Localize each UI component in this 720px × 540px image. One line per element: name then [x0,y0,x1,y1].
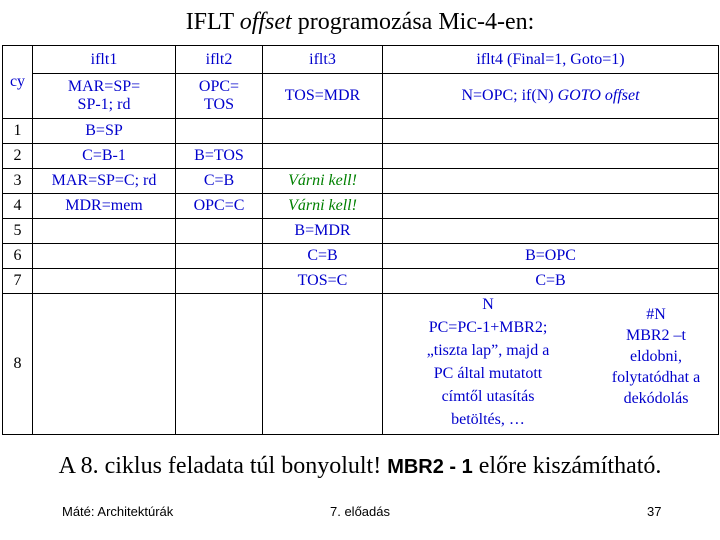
cell-r8-iflt3 [263,294,383,435]
table-row [3,219,719,244]
table-row [3,244,719,269]
title-suffix: -en: [496,9,535,35]
table-row [3,269,719,294]
cell-iflt3: C=B [263,244,383,269]
cell-iflt4 [383,119,719,144]
cell-iflt1 [33,219,176,244]
cell-iflt4 [383,219,719,244]
table-header-row [3,46,719,74]
header-iflt1: iflt1 [33,46,176,74]
table-row [3,144,719,169]
cell-iflt4: B=OPC [383,244,719,269]
cell-iflt4 [383,144,719,169]
footer-lecture: 7. előadás [330,504,390,519]
row-number: 7 [3,269,33,294]
row8-n-branch: N PC=PC-1+MBR2; „tiszta lap”, majd a PC által mutatott címtől utasítás betöltés, … [426,296,550,428]
header-iflt3: iflt3 [263,46,383,74]
cell-r0-iflt3: TOS=MDR [263,74,383,119]
microcode-table [2,45,719,435]
cell-iflt2 [176,119,263,144]
table-row [3,119,719,144]
cell-r8-iflt4 [383,294,719,435]
cell-iflt3: B=MDR [263,219,383,244]
title-middle: programozása [291,9,439,35]
cell-iflt1 [33,269,176,294]
title-italic: offset [239,9,292,35]
table-row-0 [3,74,719,119]
slide-title [0,8,720,36]
footer-page-number: 37 [647,504,662,519]
cell-iflt2: OPC=C [176,194,263,219]
cell-r0-iflt1: MAR=SP= SP-1; rd [33,74,176,119]
cell-iflt2: B=TOS [176,144,263,169]
header-iflt4: iflt4 (Final=1, Goto=1) [383,46,719,74]
row-number: 4 [3,194,33,219]
header-cy: cy [3,46,33,119]
cell-iflt3: TOS=C [263,269,383,294]
cell-iflt2 [176,219,263,244]
cell-iflt4 [383,169,719,194]
cell-iflt1: C=B-1 [33,144,176,169]
header-iflt2: iflt2 [176,46,263,74]
cell-iflt2 [176,244,263,269]
table-row-8 [3,294,719,435]
cell-iflt3 [263,144,383,169]
cell-r0-iflt2: OPC= TOS [176,74,263,119]
title-strong: Mic-4 [438,9,497,35]
title-prefix: IFLT [185,9,240,35]
cell-r0-iflt4: N=OPC; if(N) GOTO offset [383,74,719,119]
row-number: 6 [3,244,33,269]
cell-iflt1 [33,244,176,269]
cell-r8-iflt2 [176,294,263,435]
row-number: 1 [3,119,33,144]
cell-iflt3 [263,119,383,144]
table-row [3,169,719,194]
cell-iflt2: C=B [176,169,263,194]
row-number: 3 [3,169,33,194]
conclusion-text: A 8. ciklus feladata túl bonyolult! MBR2 - 1 előre kiszámítható. [58,453,662,479]
row-number: 8 [3,294,33,435]
cell-iflt3-wait: Várni kell! [263,169,383,194]
cell-iflt4 [383,194,719,219]
cell-iflt1: MAR=SP=C; rd [33,169,176,194]
cell-iflt3-wait: Várni kell! [263,194,383,219]
footer-author: Máté: Architektúrák [62,504,174,519]
row8-not-n-branch: #N MBR2 –t eldobni, folytatódhat a dekódolás [611,306,701,407]
row-number: 2 [3,144,33,169]
cell-r8-iflt1 [33,294,176,435]
row-number: 5 [3,219,33,244]
cell-iflt2 [176,269,263,294]
cell-iflt4: C=B [383,269,719,294]
cell-iflt1: B=SP [33,119,176,144]
cell-iflt1: MDR=mem [33,194,176,219]
table-row [3,194,719,219]
